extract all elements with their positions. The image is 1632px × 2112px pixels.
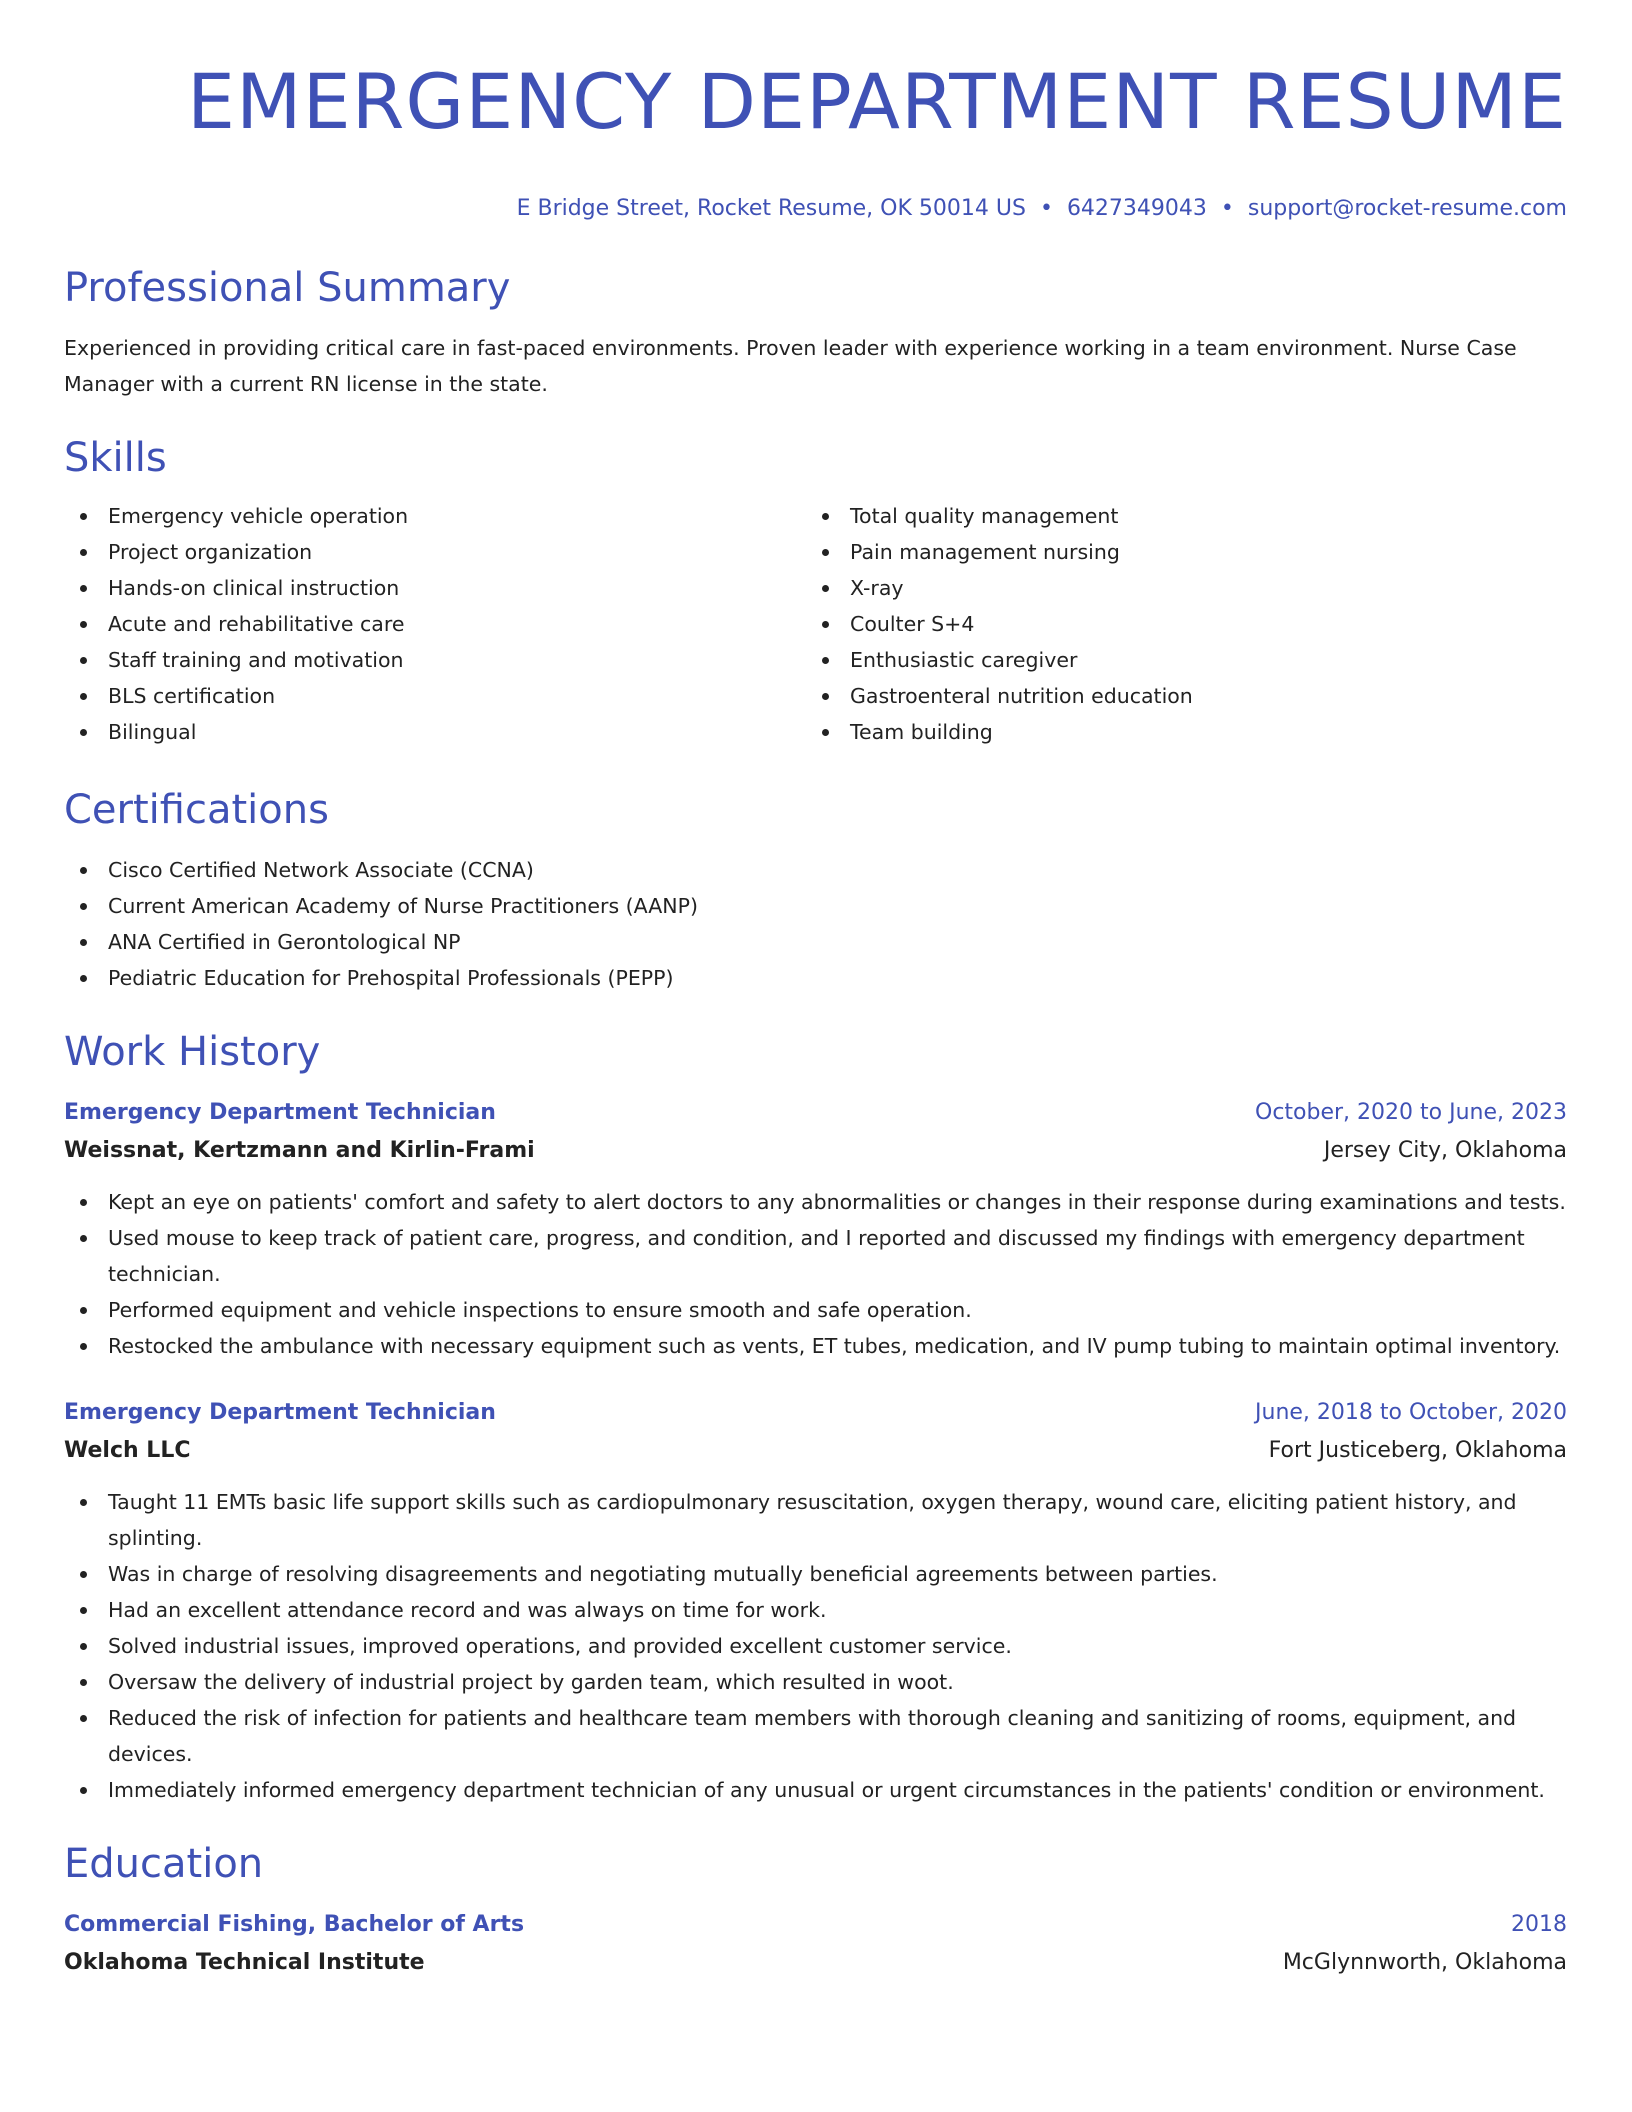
skill-item: Emergency vehicle operation: [64, 498, 806, 534]
job-header-row: [64, 1094, 1567, 1132]
job-company-row: [64, 1432, 1567, 1470]
resume-page: [64, 52, 1567, 1982]
job-bullet: Was in charge of resolving disagreements and negotiating mutually beneficial agreements between parties.: [64, 1556, 1567, 1592]
contact-info: [64, 194, 1567, 224]
skills-column-right: [806, 498, 1548, 750]
job-location: Fort Justiceberg, Oklahoma: [1268, 1438, 1567, 1463]
certification-item: Cisco Certified Network Associate (CCNA): [64, 852, 1567, 888]
job-bullet: Reduced the risk of infection for patients and healthcare team members with thorough cleaning and sanitizing of rooms, equipment, and devices.: [64, 1700, 1567, 1772]
work-history-heading: Work History: [64, 1029, 321, 1075]
job-title: Emergency Department Technician: [64, 1100, 496, 1125]
skill-item: Acute and rehabilitative care: [64, 606, 806, 642]
skills-grid: [64, 498, 1567, 750]
job-dates: June, 2018 to October, 2020: [1255, 1400, 1567, 1425]
skill-item: Hands-on clinical instruction: [64, 570, 806, 606]
job-bullets: [64, 1184, 1567, 1364]
certifications-list: [64, 852, 1567, 996]
skills-list-left: [64, 498, 806, 750]
education-school-row: [64, 1944, 1567, 1982]
education-header-row: [64, 1906, 1567, 1944]
skill-item: Total quality management: [806, 498, 1548, 534]
skill-item: Project organization: [64, 534, 806, 570]
contact-separator: •: [1039, 196, 1053, 221]
job-bullet: Taught 11 EMTs basic life support skills such as cardiopulmonary resuscitation, oxygen therapy, wound care, eliciting patient history, and splinting.: [64, 1484, 1567, 1556]
job-location: Jersey City, Oklahoma: [1323, 1138, 1567, 1163]
job-bullet: Kept an eye on patients' comfort and safety to alert doctors to any abnormalities or changes in their response during examinations and tests.: [64, 1184, 1567, 1220]
skill-item: Enthusiastic caregiver: [806, 642, 1548, 678]
contact-address: E Bridge Street, Rocket Resume, OK 50014 US: [516, 196, 1026, 221]
job-bullet: Solved industrial issues, improved operations, and provided excellent customer service.: [64, 1628, 1567, 1664]
job-entry: [64, 1394, 1567, 1808]
job-bullet: Restocked the ambulance with necessary equipment such as vents, ET tubes, medication, and IV pump tubing to maintain optimal inventory.: [64, 1328, 1567, 1364]
job-bullet: Performed equipment and vehicle inspections to ensure smooth and safe operation.: [64, 1292, 1567, 1328]
skill-item: Staff training and motivation: [64, 642, 806, 678]
skill-item: Pain management nursing: [806, 534, 1548, 570]
education-heading: Education: [64, 1841, 264, 1887]
education-year: 2018: [1511, 1912, 1567, 1937]
education-entry: [64, 1906, 1567, 1982]
job-bullet: Used mouse to keep track of patient care, progress, and condition, and I reported and discussed my findings with emergency department technician.: [64, 1220, 1567, 1292]
skills-column-left: [64, 498, 806, 750]
job-bullet: Immediately informed emergency department technician of any unusual or urgent circumstances in the patients' condition or environment.: [64, 1772, 1567, 1808]
certification-item: Current American Academy of Nurse Practitioners (AANP): [64, 888, 1567, 924]
summary-heading: Professional Summary: [64, 265, 511, 311]
job-title: Emergency Department Technician: [64, 1400, 496, 1425]
summary-text: Experienced in providing critical care in fast-paced environments. Proven leader with experience working in a team environment. Nurse Case Manager with a current RN license in the state.: [64, 336, 1517, 396]
skill-item: X-ray: [806, 570, 1548, 606]
job-dates: October, 2020 to June, 2023: [1255, 1100, 1567, 1125]
skills-heading: Skills: [64, 435, 167, 481]
contact-phone: 6427349043: [1066, 196, 1207, 221]
certification-item: ANA Certified in Gerontological NP: [64, 924, 1567, 960]
education-location: McGlynnworth, Oklahoma: [1282, 1950, 1567, 1975]
job-company-row: [64, 1132, 1567, 1170]
resume-title: EMERGENCY DEPARTMENT RESUME: [186, 57, 1567, 146]
job-bullet: Oversaw the delivery of industrial project by garden team, which resulted in woot.: [64, 1664, 1567, 1700]
skill-item: Bilingual: [64, 714, 806, 750]
job-bullets: [64, 1484, 1567, 1808]
job-entry: [64, 1094, 1567, 1364]
skill-item: Team building: [806, 714, 1548, 750]
job-company: Weissnat, Kertzmann and Kirlin-Frami: [64, 1138, 535, 1163]
certification-item: Pediatric Education for Prehospital Professionals (PEPP): [64, 960, 1567, 996]
skill-item: Gastroenteral nutrition education: [806, 678, 1548, 714]
skill-item: Coulter S+4: [806, 606, 1548, 642]
contact-separator: •: [1220, 196, 1234, 221]
job-header-row: [64, 1394, 1567, 1432]
education-degree: Commercial Fishing, Bachelor of Arts: [64, 1912, 525, 1937]
job-company: Welch LLC: [64, 1438, 191, 1463]
contact-email[interactable]: support@rocket-resume.com: [1247, 196, 1567, 221]
skill-item: BLS certification: [64, 678, 806, 714]
skills-list-right: [806, 498, 1548, 750]
job-bullet: Had an excellent attendance record and was always on time for work.: [64, 1592, 1567, 1628]
certifications-heading: Certifications: [64, 787, 329, 833]
education-school: Oklahoma Technical Institute: [64, 1950, 425, 1975]
